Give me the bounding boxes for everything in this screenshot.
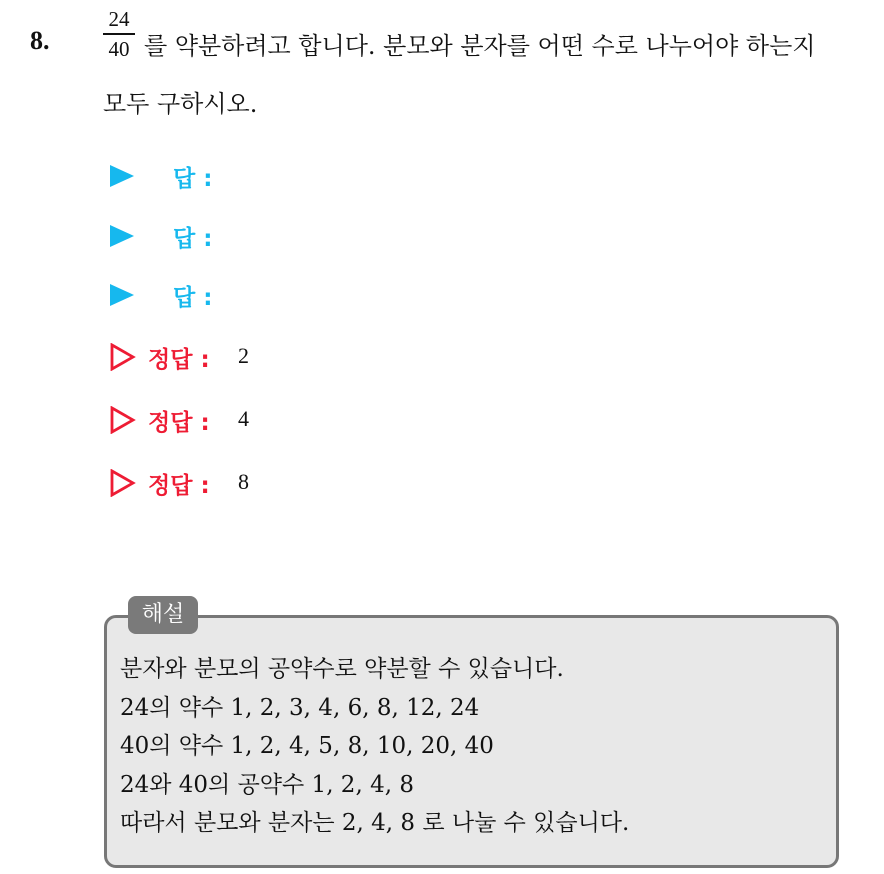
fraction-bar bbox=[103, 33, 135, 35]
correct-answer-label: 정답 : bbox=[148, 347, 210, 373]
answer-blank-row[interactable] bbox=[110, 218, 213, 254]
filled-triangle-right-icon bbox=[110, 165, 134, 187]
explanation-tab: 해설 bbox=[128, 596, 198, 634]
correct-answer-label: 정답 : bbox=[148, 473, 210, 499]
correct-answer-label: 정답 : bbox=[148, 410, 210, 436]
filled-triangle-right-icon bbox=[110, 225, 134, 247]
question-number: 8. bbox=[30, 26, 50, 55]
correct-answer-value: 4 bbox=[238, 406, 249, 431]
answer-blank-row[interactable] bbox=[110, 158, 213, 194]
explanation-text bbox=[120, 650, 629, 843]
explanation-line: 따라서 분모와 분자는 2, 4, 8 로 나눌 수 있습니다. bbox=[120, 810, 630, 836]
question-text-line1: 를 약분하려고 합니다. 분모와 분자를 어떤 수로 나누어야 하는지 bbox=[144, 32, 816, 60]
answer-label: 답 : bbox=[173, 226, 213, 252]
question-fraction bbox=[103, 8, 135, 60]
correct-answer-value: 2 bbox=[238, 343, 249, 368]
answer-blank-row[interactable] bbox=[110, 277, 213, 313]
fraction-numerator: 24 bbox=[108, 7, 130, 31]
outline-triangle-right-icon bbox=[110, 343, 136, 371]
question-text-line2: 모두 구하시오. bbox=[103, 90, 258, 118]
correct-answer-value: 8 bbox=[238, 469, 249, 494]
outline-triangle-right-icon bbox=[110, 469, 136, 497]
answer-label: 답 : bbox=[173, 166, 213, 192]
explanation-line: 40의 약수 1, 2, 4, 5, 8, 10, 20, 40 bbox=[120, 733, 494, 759]
outline-triangle-right-icon bbox=[110, 406, 136, 434]
explanation-line: 분자와 분모의 공약수로 약분할 수 있습니다. bbox=[120, 656, 564, 682]
explanation-line: 24와 40의 공약수 1, 2, 4, 8 bbox=[120, 771, 414, 798]
explanation-line: 24의 약수 1, 2, 3, 4, 6, 8, 12, 24 bbox=[120, 694, 480, 721]
answer-label: 답 : bbox=[173, 285, 213, 311]
filled-triangle-right-icon bbox=[110, 284, 134, 306]
fraction-denominator: 40 bbox=[108, 36, 130, 61]
